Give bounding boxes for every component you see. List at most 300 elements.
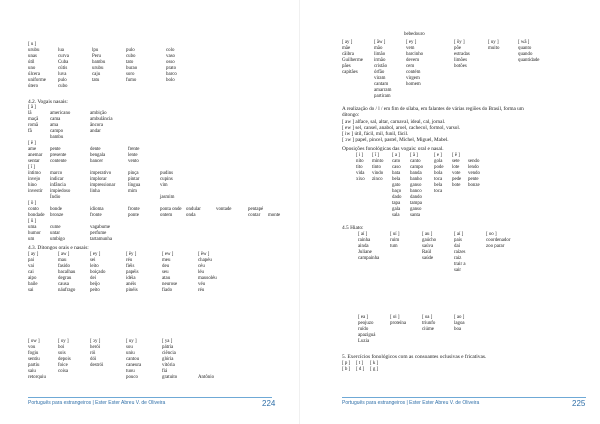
table-cell: maçã xyxy=(28,117,39,122)
table-cell: ambulância xyxy=(90,117,113,122)
table-cell: [ oa ] xyxy=(422,315,433,320)
table-cell: [ ẽ ] xyxy=(28,141,36,146)
table-cell: dente xyxy=(90,147,101,152)
table-cell: vai xyxy=(28,264,34,269)
table-cell: onda xyxy=(186,213,196,218)
table-cell: sete xyxy=(452,159,460,164)
table-cell: apaziguá xyxy=(358,333,376,338)
table-cell: [ e ] xyxy=(434,153,442,158)
table-cell: santa xyxy=(410,213,421,218)
table-cell: pulo xyxy=(58,78,67,83)
table-cell: beijo xyxy=(90,282,100,287)
table-cell: lente xyxy=(128,153,138,158)
table-cell: gala xyxy=(392,207,401,212)
table-cell: sendo xyxy=(468,159,480,164)
table-cell: impiedoso xyxy=(50,189,71,194)
table-cell: [ õ ] xyxy=(28,201,37,206)
table-cell: investir xyxy=(28,189,43,194)
table-cell: ruim xyxy=(390,238,400,243)
table-cell: fiado xyxy=(162,288,173,293)
table-cell: prato xyxy=(166,66,177,71)
table-cell: bancer xyxy=(90,159,104,164)
table-cell: [ ẽy ] xyxy=(126,252,137,257)
table-cell: sentar xyxy=(28,159,40,164)
footer-rule xyxy=(28,397,272,398)
table-cell: cantam xyxy=(374,82,389,87)
table-cell: cai xyxy=(28,270,34,275)
table-cell: pente xyxy=(50,147,61,152)
table-cell: boiçado xyxy=(90,270,106,275)
table-cell: âncora xyxy=(90,123,104,128)
table-cell: papéis xyxy=(126,270,139,275)
table-cell: saúva xyxy=(422,244,434,249)
table-cell: réu xyxy=(126,258,133,263)
table-cell: tito xyxy=(356,165,363,170)
table-cell: ainda xyxy=(358,244,369,249)
page-number: 225 xyxy=(572,399,586,408)
paragraph-line: [ aw ] alface, sal, altar, carnaval, ideal, cal, jornal. xyxy=(342,118,446,125)
table-cell: [ uy ] xyxy=(488,40,499,45)
table-cell: cantou xyxy=(126,357,140,362)
table-cell: [ ĩ ] xyxy=(28,165,36,170)
table-cell: linha xyxy=(90,189,100,194)
table-cell: proteína xyxy=(390,321,407,326)
page-number: 224 xyxy=(262,399,276,408)
table-cell: rói xyxy=(90,351,96,356)
table-cell: [ ey ] xyxy=(90,252,101,257)
table-cell: minto xyxy=(372,159,384,164)
table-cell: pente xyxy=(468,177,479,182)
table-cell: cristão xyxy=(374,64,388,69)
table-cell: sair xyxy=(454,268,462,273)
table-cell: órfão xyxy=(374,70,385,75)
table-cell: íntimo xyxy=(28,171,41,176)
table-cell: lua xyxy=(58,48,64,53)
table-cell: boa xyxy=(454,327,462,332)
table-cell: xixo xyxy=(356,177,365,182)
table-cell: raiz xyxy=(454,256,462,261)
table-cell: barcinho xyxy=(406,52,424,57)
table-cell: mau xyxy=(58,258,67,263)
table-cell: unas xyxy=(28,54,37,59)
table-cell: [ ũ ] xyxy=(28,219,37,224)
table-cell: [ uí ] xyxy=(390,232,400,237)
table-cell: [ wã ] xyxy=(518,40,530,45)
table-cell: pintar xyxy=(128,177,140,182)
table-cell: ponte xyxy=(128,213,139,218)
table-cell: urubu xyxy=(28,48,40,53)
table-cell: põe xyxy=(454,46,462,51)
table-cell: meu xyxy=(162,258,171,263)
table-cell: [ oo ] xyxy=(486,232,497,237)
table-cell: bata xyxy=(392,171,401,176)
table-cell: vaso xyxy=(166,54,175,59)
table-cell: bela xyxy=(434,183,443,188)
table-cell: [ ãw ] xyxy=(374,40,386,45)
table-cell: zoo parar xyxy=(486,244,505,249)
table-cell: soro xyxy=(126,72,135,77)
table-cell: fasido xyxy=(58,264,70,269)
table-cell: seu xyxy=(162,270,169,275)
table-cell: ciência xyxy=(162,351,176,356)
table-cell: [ ay ] xyxy=(28,252,39,257)
table-cell: sala xyxy=(392,213,400,218)
table-cell: sou xyxy=(126,345,133,350)
table-cell: Guilherme xyxy=(342,58,363,63)
table-cell: pinéis xyxy=(126,288,138,293)
table-cell: colo xyxy=(166,48,175,53)
table-cell: [ au ] xyxy=(422,232,433,237)
table-cell: toca xyxy=(434,189,443,194)
table-cell: tatu xyxy=(92,78,100,83)
table-cell: léu xyxy=(198,270,204,275)
table-cell: dei xyxy=(90,276,96,281)
table-cell: uno xyxy=(28,66,36,71)
table-cell: limão xyxy=(374,52,386,57)
table-cell: marco xyxy=(50,171,63,176)
table-cell: vim xyxy=(160,183,168,188)
table-cell: campo xyxy=(50,129,64,134)
table-cell: náufrago xyxy=(58,288,76,293)
table-cell: conto xyxy=(28,207,39,212)
table-cell: véu xyxy=(198,282,206,287)
table-cell: vontade xyxy=(216,207,232,212)
table-cell: ama xyxy=(50,123,59,128)
table-cell: lpu xyxy=(92,48,99,53)
table-cell: vitória xyxy=(162,363,175,368)
table-cell: cem xyxy=(406,64,415,69)
table-cell: [ ã ] xyxy=(28,105,36,110)
table-cell: [ aí ] xyxy=(454,232,464,237)
table-cell: idéia xyxy=(126,276,136,281)
table-cell: vendo xyxy=(468,171,480,176)
table-cell: contar xyxy=(248,213,261,218)
table-cell: pentapé xyxy=(248,207,264,212)
table-cell: bolo xyxy=(166,78,175,83)
table-cell: [ aí ] xyxy=(358,232,368,237)
table-cell: estradas xyxy=(454,52,470,57)
table-cell: um xyxy=(28,237,35,242)
nasal-vowels-heading: 4.2. Vogais nasais: xyxy=(28,99,68,105)
table-cell: romã xyxy=(28,123,39,128)
table-cell: dói xyxy=(90,357,97,362)
footer-rule xyxy=(342,397,586,398)
table-cell: Juliane xyxy=(358,250,372,255)
table-cell: quando xyxy=(518,52,533,57)
table-cell: tinto xyxy=(372,165,381,170)
table-cell: réu xyxy=(198,288,205,293)
table-cell: leito xyxy=(90,264,99,269)
table-cell: viram xyxy=(374,76,386,81)
table-cell: dado xyxy=(392,195,402,200)
table-cell: caju xyxy=(92,72,101,77)
table-cell: ganso xyxy=(410,183,422,188)
table-cell: pinça xyxy=(128,171,139,176)
table-cell: lagoa xyxy=(454,321,465,326)
paragraph-line: ditongo: xyxy=(342,112,360,119)
table-cell: ponta onde xyxy=(160,207,182,212)
table-cell: [ ea ] xyxy=(358,315,369,320)
table-cell: Índio xyxy=(50,195,61,200)
table-cell: sentiu xyxy=(28,357,40,362)
table-cell: caneura xyxy=(126,363,142,368)
footer-text: Português para estrangeiros | Ester Ester Abreu V. de Oliveira xyxy=(342,400,480,406)
table-cell: ruído xyxy=(358,327,369,332)
table-cell: [ ẽ ] xyxy=(452,153,460,158)
table-cell: tuou xyxy=(126,369,135,374)
table-cell: [ ã ] xyxy=(410,153,418,158)
table-cell: ciúme xyxy=(422,327,434,332)
table-cell: campainha xyxy=(358,256,380,261)
table-cell: devem xyxy=(406,58,420,63)
table-cell: bonde xyxy=(50,207,62,212)
table-cell: partiram xyxy=(374,94,391,99)
table-cell: [ p ] xyxy=(342,361,351,366)
table-cell: pulo xyxy=(126,48,135,53)
table-cell: [ uy ] xyxy=(126,339,137,344)
table-cell: Luzia xyxy=(358,339,370,344)
table-cell: cama xyxy=(50,117,61,122)
table-cell: atau xyxy=(162,276,171,281)
table-cell: Antônio xyxy=(198,375,215,380)
table-cell: gato xyxy=(392,183,401,188)
table-cell: gratuito xyxy=(162,375,178,380)
table-cell: [ d ] xyxy=(356,367,365,372)
table-cell: [ ɔy ] xyxy=(90,339,101,344)
table-cell: osso xyxy=(166,60,175,65)
table-cell: [ oy ] xyxy=(58,339,69,344)
table-cell: bronze xyxy=(50,213,64,218)
exercicios-heading: 5. Exercícios fonológicos com as consoantes oclusivas e fricativas. xyxy=(342,354,487,360)
realizacao-paragraph xyxy=(342,106,524,144)
table-cell: cupins xyxy=(160,177,173,182)
table-cell: útero xyxy=(28,84,39,89)
paragraph-line: [ iw ] útil, fácil, mil, funil, fácil. xyxy=(342,131,409,138)
table-cell: boi xyxy=(58,345,65,350)
table-cell: hino xyxy=(28,183,37,188)
table-cell: vento xyxy=(128,159,139,164)
table-cell: aipo xyxy=(28,276,37,281)
table-cell: curva xyxy=(58,54,69,59)
table-cell: burao xyxy=(126,66,138,71)
table-cell: caso xyxy=(392,165,401,170)
table-cell: infância xyxy=(50,183,66,188)
table-cell: [ ay ] xyxy=(342,40,353,45)
table-cell: limões xyxy=(454,58,468,63)
table-cell: fogiu xyxy=(28,351,39,356)
table-cell: chapéu xyxy=(198,258,212,263)
table-cell: botões xyxy=(454,64,467,69)
table-cell: mim xyxy=(128,189,137,194)
table-cell: virgem xyxy=(406,76,420,81)
table-cell: amarram xyxy=(374,88,392,93)
table-cell: anéis xyxy=(126,282,137,287)
table-cell: tato xyxy=(126,60,134,65)
table-cell: [ b ] xyxy=(342,367,351,372)
table-cell: [ ya ] xyxy=(162,339,173,344)
table-cell: destrói xyxy=(90,363,104,368)
table-cell: jasmim xyxy=(160,195,175,200)
table-cell: andar xyxy=(90,129,101,134)
table-cell: tum xyxy=(390,244,398,249)
table-cell: homem xyxy=(406,82,421,87)
table-cell: fiá xyxy=(162,369,168,374)
table-cell: [ a ] xyxy=(392,153,400,158)
table-cell: [ aw ] xyxy=(58,252,70,257)
table-cell: [ k ] xyxy=(370,361,379,366)
table-cell: gola xyxy=(434,159,443,164)
table-cell: contém xyxy=(406,70,421,75)
table-cell: fumo xyxy=(126,78,137,83)
table-cell: deu xyxy=(162,264,170,269)
paragraph-line: [ ew ] sel, cansel, anabol, aroel, cachecol, formol, varsol. xyxy=(342,124,461,131)
table-cell: gaúcho xyxy=(422,238,437,243)
table-cell: invejo xyxy=(28,177,41,182)
table-cell: [ ĩ ] xyxy=(372,153,380,158)
table-cell: [ t ] xyxy=(356,361,364,366)
table-cell: quanto xyxy=(518,46,532,51)
table-cell: pode xyxy=(434,165,444,170)
table-cell: bondade xyxy=(28,213,45,218)
table-cell: bonze xyxy=(468,183,480,188)
table-cell: [ g ] xyxy=(370,367,379,372)
table-cell: mãe xyxy=(342,46,351,51)
table-cell: triunfo xyxy=(422,321,436,326)
diphthongs-heading: 4.3. Ditongos orais e nasais: xyxy=(28,245,89,251)
table-cell: céu xyxy=(198,264,205,269)
table-cell: cume xyxy=(50,225,61,230)
table-cell: Peru xyxy=(92,54,101,59)
table-cell: causa xyxy=(58,282,69,287)
table-cell: degrau xyxy=(58,276,72,281)
table-cell: peojuzo xyxy=(358,321,374,326)
table-cell: vagabume xyxy=(90,225,111,230)
table-cell: pães xyxy=(342,64,351,69)
table-cell: vem xyxy=(406,46,415,51)
table-cell: fã xyxy=(28,129,32,134)
table-cell: sois xyxy=(58,351,66,356)
table-cell: nito xyxy=(356,159,364,164)
table-cell: anemar xyxy=(28,153,43,158)
table-cell: bola xyxy=(434,171,443,176)
table-cell: capitães xyxy=(342,70,358,75)
paragraph-line: A realização do / l / em fim de sílaba, em falantes de várias regiões do Brasil, forma um xyxy=(342,106,524,112)
table-cell: lendo xyxy=(468,165,479,170)
table-cell: [ ew ] xyxy=(162,252,174,257)
table-cell: untar xyxy=(50,231,61,236)
table-cell: bambu xyxy=(92,60,106,65)
table-cell: uniforme xyxy=(28,78,46,83)
table-cell: vindo xyxy=(372,171,384,176)
table-cell: banda xyxy=(410,171,422,176)
table-cell: Cuba xyxy=(58,60,69,65)
table-cell: bengala xyxy=(90,153,106,158)
table-cell: pouco xyxy=(126,375,138,380)
table-cell: [ oi ] xyxy=(390,315,400,320)
table-cell: [ ẽw ] xyxy=(198,252,210,257)
table-cell: fronte xyxy=(128,207,140,212)
table-cell: campo xyxy=(410,165,424,170)
table-cell: coisa xyxy=(58,369,69,374)
table-cell: ganso xyxy=(410,207,422,212)
footer-text: Português para estrangeiros | Ester Ester Abreu V. de Oliveira xyxy=(28,400,166,406)
table-cell: muito xyxy=(488,46,500,51)
table-cell: saúde xyxy=(422,256,434,261)
table-cell: partiu xyxy=(28,363,40,368)
table-cell: ontem xyxy=(160,213,173,218)
table-cell: mausoléu xyxy=(198,276,217,281)
table-cell: país xyxy=(454,238,462,243)
table-cell: contente xyxy=(50,159,67,164)
table-cell: americano xyxy=(50,111,71,116)
table-cell: barco xyxy=(166,72,177,77)
table-cell: daí xyxy=(454,244,460,249)
table-cell: lã xyxy=(28,111,32,116)
table-cell: cubo xyxy=(126,54,136,59)
table-cell: rainha xyxy=(358,238,371,243)
table-cell: bambu xyxy=(50,135,64,140)
table-cell: bote xyxy=(452,183,461,188)
table-cell: [ ey ] xyxy=(406,40,417,45)
table-cell: útil xyxy=(28,60,35,65)
hiato-heading: 4.5 Hiato: xyxy=(342,225,364,231)
table-cell: úlcera xyxy=(28,72,40,77)
table-cell: [ i ] xyxy=(356,153,364,158)
table-cell: zinco xyxy=(372,177,383,182)
table-cell: herói xyxy=(90,345,101,350)
table-cell: luva xyxy=(58,72,67,77)
table-cell: [ ow ] xyxy=(28,339,40,344)
table-cell: ame xyxy=(28,147,37,152)
right-page xyxy=(300,0,600,424)
paragraph-line: [ ɔw ] papel, pincel, pastel, Michel, Miguel, Mabel. xyxy=(342,137,449,144)
table-cell: coordenador xyxy=(486,238,511,243)
table-cell: cãibra xyxy=(342,52,354,57)
table-cell: fiéis xyxy=(126,264,135,269)
table-cell: banco xyxy=(410,189,422,194)
table-cell: dando xyxy=(410,195,422,200)
table-cell: monte xyxy=(268,213,281,218)
table-cell: pátria xyxy=(162,345,174,350)
table-cell: cútis xyxy=(58,66,68,71)
table-cell: perfume xyxy=(90,231,107,236)
table-cell: impressionar xyxy=(90,183,116,188)
table-cell: tartamunha xyxy=(90,237,112,242)
table-cell: vida xyxy=(356,171,365,176)
table-cell: foice xyxy=(58,363,68,368)
table-cell: saiu xyxy=(28,369,36,374)
table-cell: indicar xyxy=(50,177,64,182)
table-cell: pai xyxy=(28,258,34,263)
table-cell: cubo xyxy=(58,84,68,89)
table-cell: Raúl xyxy=(422,250,432,255)
table-cell: sei xyxy=(90,258,96,263)
table-cell: ambição xyxy=(90,111,107,116)
table-cell: língua xyxy=(128,183,141,188)
table-cell: neurose xyxy=(162,282,178,287)
table-cell: tapa xyxy=(392,201,401,206)
table-cell: cato xyxy=(392,159,401,164)
table-cell: banho xyxy=(410,177,422,182)
table-cell: glória xyxy=(162,357,174,362)
table-cell: tampa xyxy=(410,201,422,206)
table-cell: humor xyxy=(28,231,41,236)
table-cell: imperativo xyxy=(90,171,112,176)
table-cell: baile xyxy=(28,282,38,287)
table-cell: implorar xyxy=(90,177,107,182)
table-cell: vote xyxy=(452,171,461,176)
table-cell: vou xyxy=(28,345,36,350)
